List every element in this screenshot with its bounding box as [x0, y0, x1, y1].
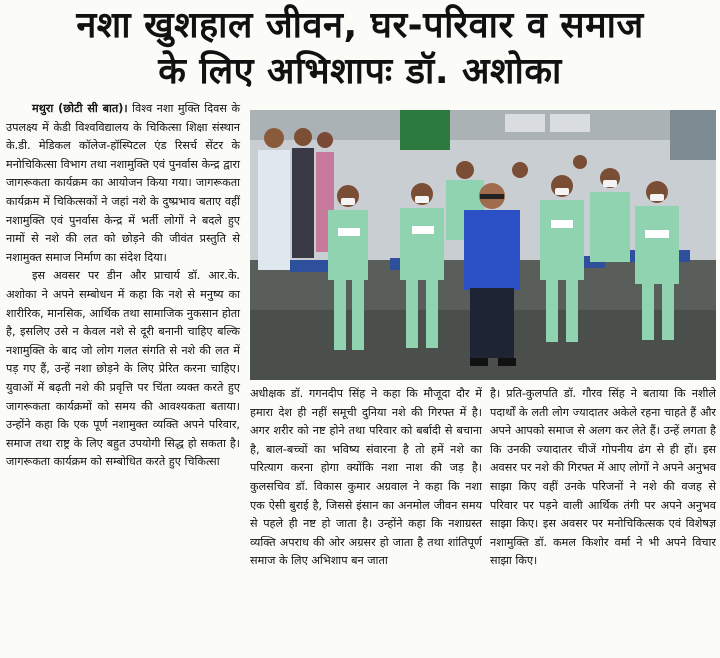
article-paragraph-2: इस अवसर पर डीन और प्राचार्य डॉ. आर.के. अशोका ने अपने सम्बोधन में कहा कि नशे से मनुष्य का शारीरिक, मानसिक, आर्थिक तथा सामाजिक नुकसान होता है, इसलिए उसे न केवल नशे से दूरी बनानी चाहिए बल्कि नशामुक्ति के बाद जो लोग गलत संगति से नशे की लत में पड़ गए हैं, उन्हें नशा छोड़ने के लिए प्रेरित करना चाहिए। युवाओं में बढ़ती नशे की प्रवृत्ति पर चिंता व्यक्त करते हुए जागरूकता कार्यक्रमों को समय की आवश्यकता बताया। उन्होंने कहा कि एक पूर्ण नशामुक्त व्यक्ति अपने परिवार, समाज तथा राष्ट्र के लिए बहुत उपयोगी सिद्ध हो सकता है। जागरूकता कार्यक्रम को सम्बोधित करते हुए चिकित्सा	[6, 269, 240, 469]
article-column-1	[6, 100, 240, 472]
headline-line-1: नशा खुशहाल जीवन, घर-परिवार व समाज	[76, 5, 644, 46]
article-column-2: अधीक्षक डॉ. गगनदीप सिंह ने कहा कि मौजूदा दौर में हमारा देश ही नहीं समूची दुनिया नशे की गिरफ्त में है। अगर शरीर को नष्ट होने तथा परिवार को बर्बादी से बचाना है, बाल-बच्चों का भविष्य संवारना है तो हमें नशे का परित्याग करना होगा क्योंकि नशा नाश की जड़ है। कुलसचिव डॉ. विकास कुमार अग्रवाल ने कहा कि नशा एक ऐसी बुराई है, जिससे इंसान का अनमोल जीवन समय से पहले ही नष्ट हो जाता है। उन्होंने कहा कि नशाग्रस्त व्यक्ति अपराध की ओर अग्रसर हो जाता है तथा शांतिपूर्ण समाज के लिए अभिशाप बन जाता	[250, 387, 482, 568]
headline	[0, 0, 720, 96]
dateline: मथुरा (छोटी सी बात)।	[32, 102, 128, 115]
article-paragraph-1	[6, 100, 240, 267]
headline-line-2: के लिए अभिशापः डॉ. अशोका	[158, 51, 562, 92]
event-photo-illustration	[250, 110, 716, 380]
paragraph-1-text: विश्व नशा मुक्ति दिवस के उपलक्ष्य में केडी विश्वविद्यालय के चिकित्सा शिक्षा संस्थान के.डी. मेडिकल कॉलेज-हॉस्पिटल एंड रिसर्च सेंटर के मनोचिकित्सा विभाग तथा नशामुक्ति एवं पुनर्वास केन्द्र द्वारा जागरूकता कार्यक्रम का आयोजन किया गया। जागरूकता कार्यक्रम में चिकित्सकों ने जहां नशे के दुष्प्रभाव बताए वहीं नशामुक्ति एवं पुनर्वास केन्द्र में भर्ती लोगों ने बदले हुए नामों से नशे की लत को छोड़ने की जीवंत प्रस्तुति से नशामुक्त समाज निर्माण का संदेश दिया।	[6, 102, 240, 264]
article-column-3: है। प्रति-कुलपति डॉ. गौरव सिंह ने बताया कि नशीले पदार्थों के लती लोग ज्यादातर अकेले रहना चाहते हैं और अपने आपको समाज से अलग कर लेते हैं। उन्हें लगता है कि उनकी ज्यादातर चीजें गोपनीय ढंग से ही हों। इस अवसर पर नशे की गिरफ्त में आए लोगों ने अपने अनुभव साझा किए वहीं उनके परिजनों ने नशे की वजह से परिवार पर पड़ने वाली आर्थिक तंगी पर अपने अनुभव साझा किए। इस अवसर पर मनोचिकित्सक एवं विशेषज्ञ नशामुक्ति डॉ. कमल किशोर वर्मा ने भी अपने विचार साझा किए।	[490, 387, 716, 568]
event-photo	[250, 110, 716, 380]
